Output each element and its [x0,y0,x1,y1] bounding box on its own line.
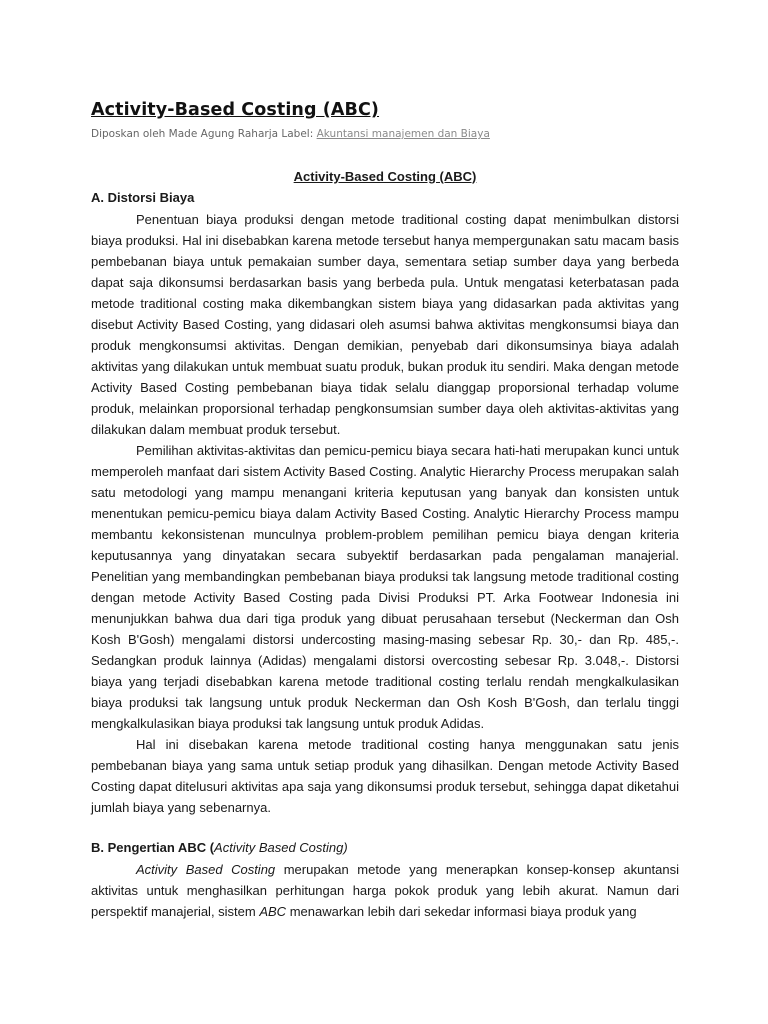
section-a-paragraph-2: Pemilihan aktivitas-aktivitas dan pemicu-pemicu biaya secara hati-hati merupakan kunci untuk memperoleh manfaat dari sistem Activity Based Costing. Analytic Hierarchy Process merupakan salah satu metodologi yang mampu menangani kriteria keputusan yang banyak dan konsisten untuk menentukan pemicu-pemicu biaya dalam Activity Based Costing. Analytic Hierarchy Process mampu membantu kekonsistenan munculnya problem-problem pemilihan pemicu biaya dengan kriteria keputusannya yang dinyatakan secara subyektif berdasarkan pada pengalaman manajerial. Penelitian yang membandingkan pembebanan biaya produksi tak langsung metode traditional costing dengan metode Activity Based Costing pada Divisi Produksi PT. Arka Footwear Indonesia ini menunjukkan bahwa dua dari tiga produk yang dibuat perusahaan tersebut (Neckerman dan Osh Kosh B'Gosh) mengalami distorsi undercosting masing-masing sebesar Rp. 30,- dan Rp. 485,-. Sedangkan produk lainnya (Adidas) mengalami distorsi overcosting sebesar Rp. 3.048,-. Distorsi biaya yang terjadi disebabkan karena metode traditional costing terlalu rendah mengkalkulasikan biaya produksi tak langsung untuk produk Neckerman dan Osh Kosh B'Gosh, dan terlalu tinggi mengkalkulasikan biaya produksi tak langsung untuk produk Adidas. [91,443,679,731]
post-title[interactable]: Activity-Based Costing (ABC) [91,100,380,120]
section-a-paragraph-3: Hal ini disebakan karena metode traditional costing hanya menggunakan satu jenis pembebanan biaya yang sama untuk setiap produk yang dihasilkan. Dengan metode Activity Based Costing dapat ditelusuri aktivitas apa saja yang dikonsumsi produk tersebut, sehingga dapat diketahui jumlah biaya yang sebenarnya. [91,737,679,815]
section-a-heading: A. Distorsi Biaya [91,190,195,205]
post-label-link[interactable]: Akuntansi manajemen dan Biaya [316,128,490,140]
post-meta [91,126,679,142]
section-b-paragraph-1 [91,859,679,922]
section-b-heading [91,838,679,858]
section-b-text-b: menawarkan lebih dari sekedar informasi biaya produk yang [286,904,637,919]
section-b-term-abc: Activity Based Costing [136,862,276,877]
document-page [91,98,679,922]
post-author-label: Diposkan oleh Made Agung Raharja Label: [91,128,317,140]
section-b-heading-bold: B. Pengertian ABC ( [91,840,215,855]
document-title: Activity-Based Costing (ABC) [293,169,477,184]
section-b-text-a: merupakan metode yang menerapkan konsep-konsep akuntansi aktivitas untuk menghasilkan perhitungan harga pokok produk yang lebih akurat. Namun dari perspektif manajerial, sistem [91,862,679,919]
section-b-term-abc-short: ABC [259,904,287,919]
section-b-heading-italic: Activity Based Costing) [214,840,348,855]
section-a-paragraph-1: Penentuan biaya produksi dengan metode traditional costing dapat menimbulkan distorsi biaya produksi. Hal ini disebabkan karena metode tersebut hanya mempergunakan satu macam basis pembebanan biaya untuk pemakaian sumber daya, sementara setiap sumber daya yang berbeda dapat saja dikonsumsi berdasarkan basis yang berbeda pula. Untuk mengatasi keterbatasan pada metode traditional costing maka dikembangkan sistem biaya yang didasarkan pada aktivitas yang disebut Activity Based Costing, yang didasari oleh asumsi bahwa aktivitas mengkonsumsi biaya dan produk mengkonsumsi aktivitas. Dengan demikian, penyebab dari dikonsumsinya biaya adalah aktivitas yang dilakukan untuk membuat suatu produk, bukan produk itu sendiri. Maka dengan metode Activity Based Costing pembebanan biaya tidak selalu dianggap proporsional terhadap volume produk, melainkan proporsional terhadap pengkonsumsian sumber daya oleh aktivitas-aktivitas yang dilakukan dalam membuat produk tersebut. [91,212,679,437]
